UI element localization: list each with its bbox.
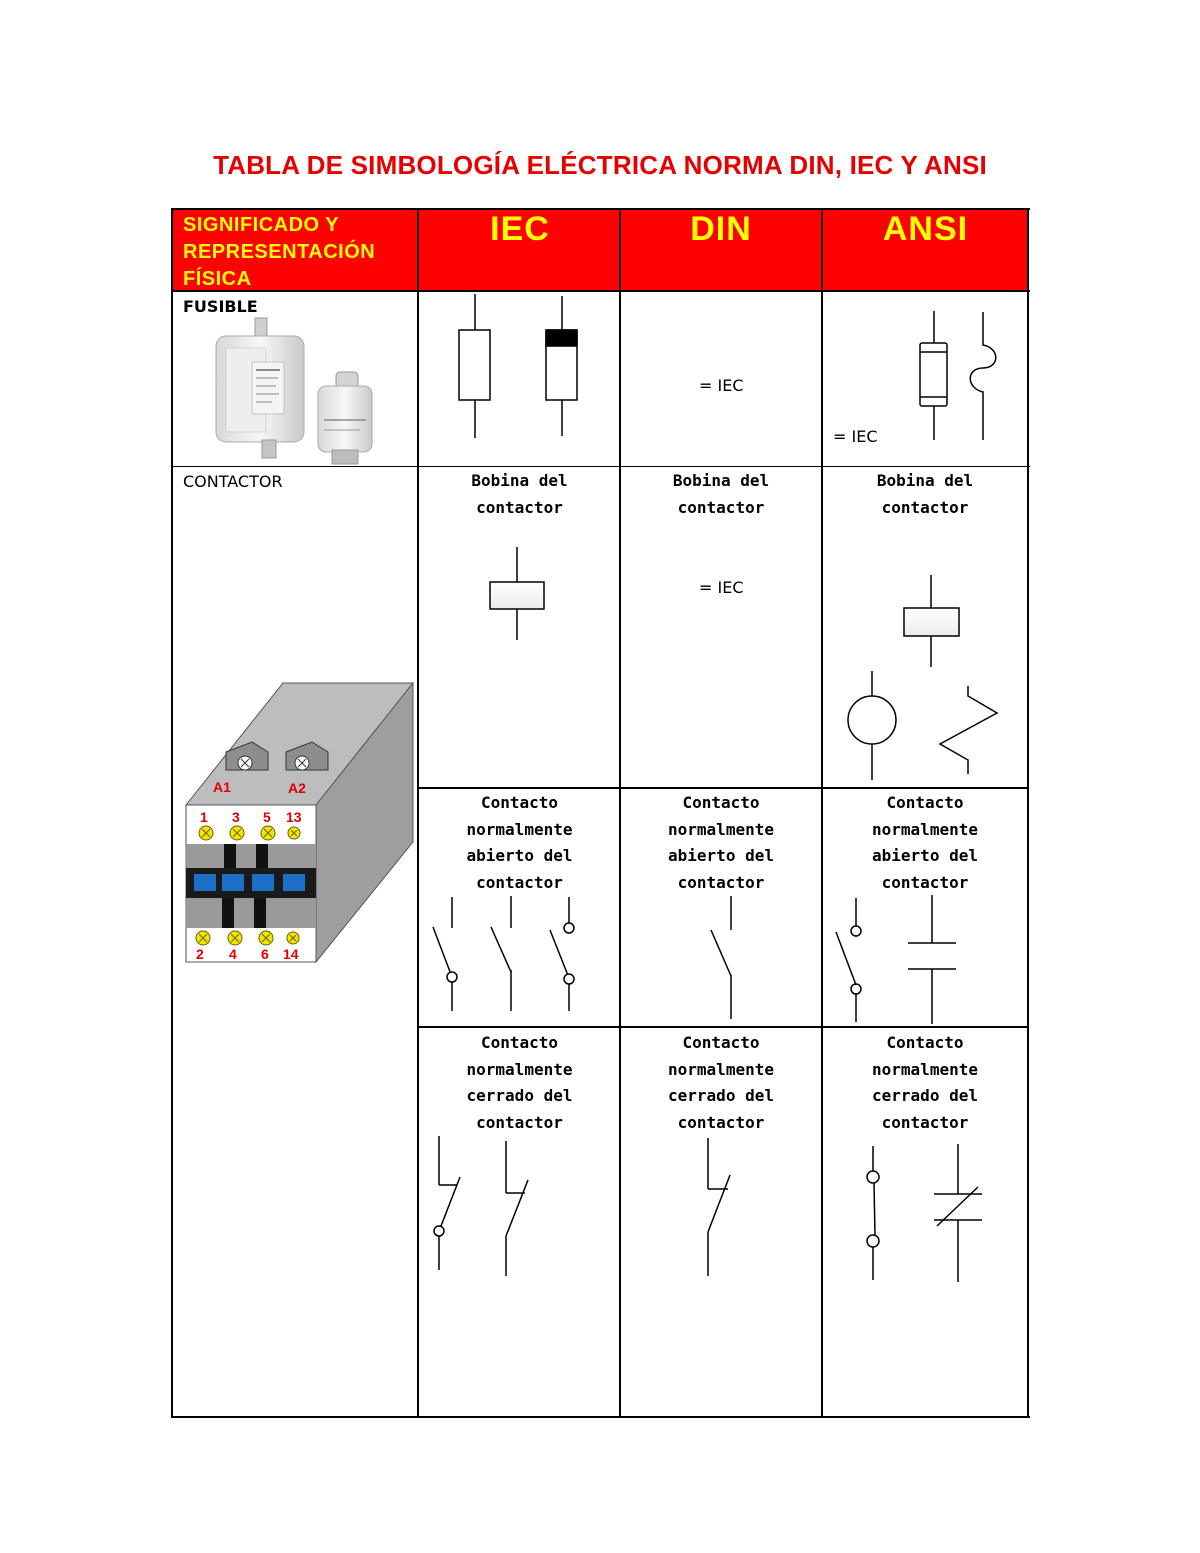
din-coil-note: = IEC <box>699 578 744 597</box>
iec-coil-caption: Bobina del contactor <box>471 471 568 517</box>
iec-nc-contact-symbol <box>434 1136 460 1270</box>
din-no-caption: Contacto normalmente abierto del contactor <box>668 793 774 892</box>
header-din: DIN <box>690 210 752 248</box>
ansi-coil-circle-symbol <box>848 671 896 780</box>
contactor-terminal-label: 14 <box>283 946 299 962</box>
row-label-contactor: CONTACTOR <box>183 472 283 491</box>
ansi-fuse-wave-symbol <box>970 312 996 440</box>
ansi-fuse-note: = IEC <box>833 427 878 446</box>
iec-nc-contact-symbol <box>506 1141 528 1276</box>
din-nc-caption: Contacto normalmente cerrado del contactor <box>668 1033 774 1132</box>
din-coil-caption: Bobina del contactor <box>672 471 770 517</box>
ansi-fuse-symbol <box>920 311 947 440</box>
din-fuse-note: = IEC <box>699 376 744 395</box>
page-title: TABLA DE SIMBOLOGÍA ELÉCTRICA NORMA DIN, IEC Y ANSI <box>213 150 987 180</box>
contactor-terminal-label: 3 <box>232 809 240 825</box>
din-no-contact-symbol <box>711 896 731 1019</box>
contactor-terminal-label: 5 <box>263 809 271 825</box>
iec-fuse-symbol <box>459 294 490 438</box>
contactor-terminal-label: 1 <box>200 809 208 825</box>
header-significado: SIGNIFICADO Y REPRESENTACIÓN FÍSICA <box>183 214 376 290</box>
iec-coil-symbol <box>490 547 544 640</box>
ansi-coil-caption: Bobina del contactor <box>876 471 974 517</box>
fuse-photo <box>216 318 372 464</box>
iec-nc-caption: Contacto normalmente cerrado del contactor <box>466 1033 573 1132</box>
ansi-nc-contact-symbol <box>867 1146 879 1280</box>
iec-fuse-symbol-striker <box>546 296 577 436</box>
iec-no-contact-symbol <box>491 896 511 1011</box>
contactor-terminal-label: 2 <box>196 946 204 962</box>
iec-no-contact-symbol <box>433 897 457 1011</box>
iec-no-caption: Contacto normalmente abierto del contactor <box>466 793 573 892</box>
ansi-no-caption: Contacto normalmente abierto del contactor <box>872 793 978 892</box>
din-nc-contact-symbol <box>708 1138 730 1276</box>
header-ansi: ANSI <box>882 210 969 248</box>
row-label-fusible: FUSIBLE <box>183 297 258 316</box>
ansi-no-contact-plates-symbol <box>908 895 956 1024</box>
ansi-coil-symbol <box>904 575 959 667</box>
contactor-terminal-a1: A1 <box>213 779 231 795</box>
header-iec: IEC <box>490 210 550 248</box>
contactor-terminal-a2: A2 <box>288 780 306 796</box>
contactor-illustration <box>186 683 413 962</box>
ansi-no-contact-symbol <box>836 898 861 1022</box>
contactor-terminal-label: 13 <box>286 809 302 825</box>
ansi-nc-caption: Contacto normalmente cerrado del contactor <box>872 1033 978 1132</box>
iec-no-contact-symbol <box>550 897 574 1011</box>
ansi-nc-contact-plates-symbol <box>934 1144 982 1282</box>
contactor-terminal-label: 4 <box>229 946 237 962</box>
contactor-terminal-label: 6 <box>261 946 269 962</box>
ansi-coil-zigzag-symbol <box>940 686 997 774</box>
